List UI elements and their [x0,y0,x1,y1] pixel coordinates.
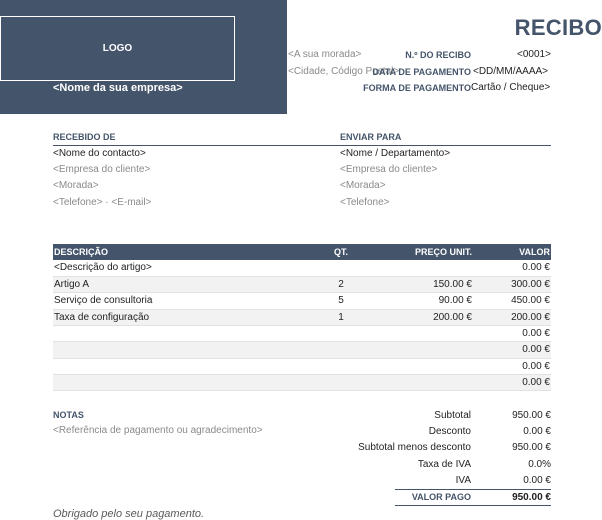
ship-to-name[interactable]: <Nome / Departamento> [340,148,451,159]
section-divider [53,145,551,146]
item-unit-price[interactable] [371,260,473,276]
company-address[interactable]: <A sua morada> [288,49,362,60]
header-band [0,0,287,114]
logo-placeholder[interactable]: LOGO [0,16,235,81]
vat-value: 0.00 € [523,475,551,486]
item-description[interactable]: Serviço de consultoria [53,293,311,309]
received-from-company[interactable]: <Empresa do cliente> [53,164,151,175]
item-description[interactable]: Artigo A [53,276,311,292]
discount-value[interactable]: 0.00 € [523,426,551,437]
table-row [53,309,551,325]
item-unit-price[interactable] [371,358,473,374]
item-quantity[interactable]: 2 [311,276,371,292]
col-unit-price-header: PREÇO UNIT. [371,244,473,260]
item-description[interactable] [53,374,311,390]
items-table [53,244,551,391]
subtotal-value: 950.00 € [512,410,551,421]
amount-paid-top-rule [395,489,551,490]
ship-to-company[interactable]: <Empresa do cliente> [340,164,438,175]
item-value: 450.00 € [473,293,551,309]
discount-label: Desconto [428,426,471,437]
payment-method-value[interactable]: Cartão / Cheque> [471,82,551,93]
received-from-contact[interactable]: <Nome do contacto> [53,148,146,159]
notes-heading: NOTAS [53,410,84,420]
item-unit-price[interactable]: 150.00 € [371,276,473,292]
notes-text[interactable]: <Referência de pagamento ou agradecimento> [53,425,263,436]
item-quantity[interactable]: 5 [311,293,371,309]
item-value: 0.00 € [473,374,551,390]
item-value: 200.00 € [473,309,551,325]
table-row [53,260,551,276]
table-row [53,276,551,292]
receipt-number-label: N.º DO RECIBO [405,50,471,60]
item-quantity[interactable] [311,342,371,358]
subtotal-less-discount-label: Subtotal menos desconto [358,442,471,453]
vat-label: IVA [455,475,471,486]
item-description[interactable] [53,325,311,341]
ship-to-address[interactable]: <Morada> [340,180,386,191]
receipt-number-value[interactable]: <0001> [517,49,551,60]
items-header-row [53,244,551,260]
item-value: 0.00 € [473,325,551,341]
received-from-heading: RECEBIDO DE [53,132,116,142]
item-quantity[interactable]: 1 [311,309,371,325]
received-from-phone-email[interactable]: <Telefone> · <E-mail> [53,197,152,208]
vat-rate-value[interactable]: 0.0% [528,459,551,470]
item-value: 0.00 € [473,260,551,276]
payment-date-value[interactable]: <DD/MM/AAAA> [473,66,549,77]
ship-to-heading: ENVIAR PARA [340,132,402,142]
amount-paid-value: 950.00 € [512,492,551,503]
item-unit-price[interactable] [371,374,473,390]
item-unit-price[interactable] [371,325,473,341]
item-quantity[interactable] [311,374,371,390]
item-value: 0.00 € [473,358,551,374]
table-row [53,374,551,390]
ship-to-phone[interactable]: <Telefone> [340,197,390,208]
payment-method-label: FORMA DE PAGAMENTO [363,83,471,93]
table-row [53,358,551,374]
col-quantity-header: QT. [311,244,371,260]
item-value: 300.00 € [473,276,551,292]
item-description[interactable] [53,342,311,358]
col-value-header: VALOR [473,244,551,260]
company-name[interactable]: <Nome da sua empresa> [53,82,183,94]
payment-date-label: DATA DE PAGAMENTO [372,67,471,77]
col-description-header: DESCRIÇÃO [53,244,311,260]
subtotal-label: Subtotal [434,410,471,421]
vat-rate-label: Taxa de IVA [417,459,471,470]
item-quantity[interactable] [311,325,371,341]
item-quantity[interactable] [311,358,371,374]
item-description[interactable]: <Descrição do artigo> [53,260,311,276]
subtotal-less-discount-value: 950.00 € [512,442,551,453]
item-quantity[interactable] [311,260,371,276]
thank-you-message[interactable]: Obrigado pelo seu pagamento. [53,508,205,520]
document-title: RECIBO [514,15,602,40]
table-row [53,293,551,309]
item-description[interactable]: Taxa de configuração [53,309,311,325]
item-unit-price[interactable]: 200.00 € [371,309,473,325]
item-description[interactable] [53,358,311,374]
received-from-address[interactable]: <Morada> [53,180,99,191]
table-row [53,342,551,358]
company-city-zip[interactable]: <Cidade, Código Postal> [288,66,400,77]
item-unit-price[interactable] [371,342,473,358]
amount-paid-bottom-rule [395,505,551,506]
table-row [53,325,551,341]
item-unit-price[interactable]: 90.00 € [371,293,473,309]
item-value: 0.00 € [473,342,551,358]
amount-paid-label: VALOR PAGO [411,492,471,502]
